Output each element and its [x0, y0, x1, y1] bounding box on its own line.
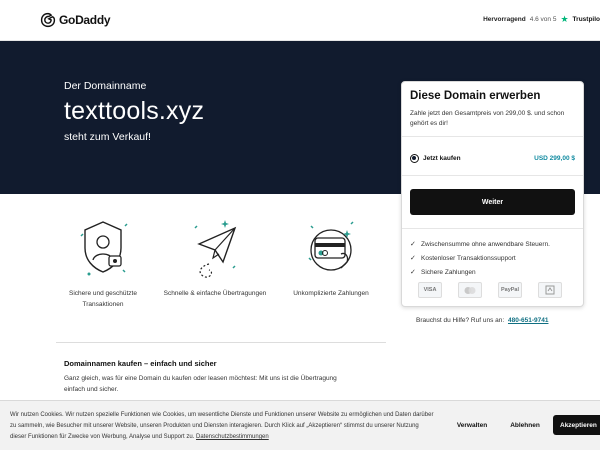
reject-cookies-button[interactable]: Ablehnen	[504, 415, 546, 435]
manage-cookies-button[interactable]: Verwalten	[450, 415, 494, 435]
buy-now-label: Jetzt kaufen	[423, 155, 461, 162]
benefit-label: Kostenloser Transaktionssupport	[421, 254, 516, 262]
brand-name: GoDaddy	[59, 13, 111, 27]
trustpilot-rating[interactable]	[483, 15, 600, 24]
list-item	[410, 265, 550, 279]
benefit-label: Sichere Zahlungen	[421, 268, 476, 276]
visa-icon: VISA	[418, 282, 442, 298]
bank-icon	[545, 285, 555, 295]
card-description: Zahle jetzt den Gesamtpreis von 299,00 $. und schon gehört es dir!	[410, 110, 565, 127]
feature-label: Unkomplizierte Zahlungen	[293, 290, 369, 297]
benefit-label: Zwischensumme ohne anwendbare Steuern.	[421, 240, 550, 248]
buy-now-option[interactable]	[402, 144, 583, 174]
help-phone-link[interactable]: 480-651-9741	[507, 317, 549, 324]
check-icon: ✓	[410, 241, 416, 248]
list-item	[410, 237, 550, 251]
domain-name-title: texttools.xyz	[64, 97, 205, 125]
mastercard-icon	[458, 282, 482, 298]
privacy-policy-link[interactable]: Datenschutzbestimmungen	[196, 434, 269, 440]
secure-shield-icon	[73, 214, 133, 284]
bank-transfer-icon	[538, 282, 562, 298]
list-item	[410, 251, 550, 265]
cookie-banner	[0, 400, 600, 450]
rating-score: 4.6 von 5	[529, 16, 557, 23]
feature-label: Schnelle & einfache Übertragungen	[163, 290, 267, 297]
help-line	[416, 317, 548, 324]
hero-kicker: Der Domainname	[64, 80, 147, 92]
feature-easy-payments	[276, 214, 386, 299]
paypal-icon: PayPal	[498, 282, 522, 298]
godaddy-logo[interactable]	[40, 12, 110, 28]
purchase-card	[401, 81, 584, 307]
option-divider	[402, 175, 583, 176]
mastercard-circles-icon	[463, 286, 477, 295]
feature-secure-transactions	[48, 214, 158, 310]
check-icon: ✓	[410, 269, 416, 276]
cookie-text: Wir nutzen Cookies. Wir nutzen spezielle Funktionen wie Cookies, um wesentliche Dienste und Funktionen unserer Website zu ermöglichen und Daten darüber zu sammeln, wie Besucher mit unserer Website, unseren Produkten und Diensten interagieren. Durch Klick auf „Akzeptieren“ stimmst du unserer Nutzung dieser Funktionen für Zwecke von Werbung, Analyse und Support zu.	[10, 412, 434, 440]
payment-card-icon	[301, 214, 361, 284]
buy-now-radio[interactable]	[410, 154, 419, 163]
section-text: Ganz gleich, was für eine Domain du kaufen oder leasen möchtest: Mit uns ist die Übertragung einfach und sicher.	[64, 375, 337, 393]
buy-now-price: USD 299,00 $	[534, 155, 575, 162]
check-icon: ✓	[410, 255, 416, 262]
rating-label: Hervorragend	[483, 16, 526, 23]
section-divider	[56, 342, 386, 343]
hero-subtitle: steht zum Verkauf!	[64, 131, 151, 143]
site-header	[0, 0, 600, 41]
cookie-text-block	[10, 410, 435, 443]
paper-plane-icon	[185, 214, 245, 284]
payment-methods	[418, 282, 562, 298]
purchase-benefits-list	[410, 237, 550, 279]
feature-label: Sichere und geschützte Transaktionen	[69, 290, 137, 308]
help-text: Brauchst du Hilfe? Ruf uns an:	[416, 317, 505, 324]
section-title: Domainnamen kaufen – einfach und sicher	[64, 359, 217, 368]
accept-cookies-button[interactable]: Akzeptieren	[553, 415, 600, 435]
trustpilot-label: Trustpilo	[572, 16, 600, 23]
card-title: Diese Domain erwerben	[410, 90, 541, 102]
card-divider	[402, 136, 583, 137]
godaddy-logo-icon	[40, 12, 56, 28]
feature-fast-transfers	[160, 214, 270, 299]
continue-button[interactable]: Weiter	[410, 189, 575, 215]
card-divider-2	[402, 228, 583, 229]
trustpilot-star-icon: ★	[560, 14, 569, 24]
